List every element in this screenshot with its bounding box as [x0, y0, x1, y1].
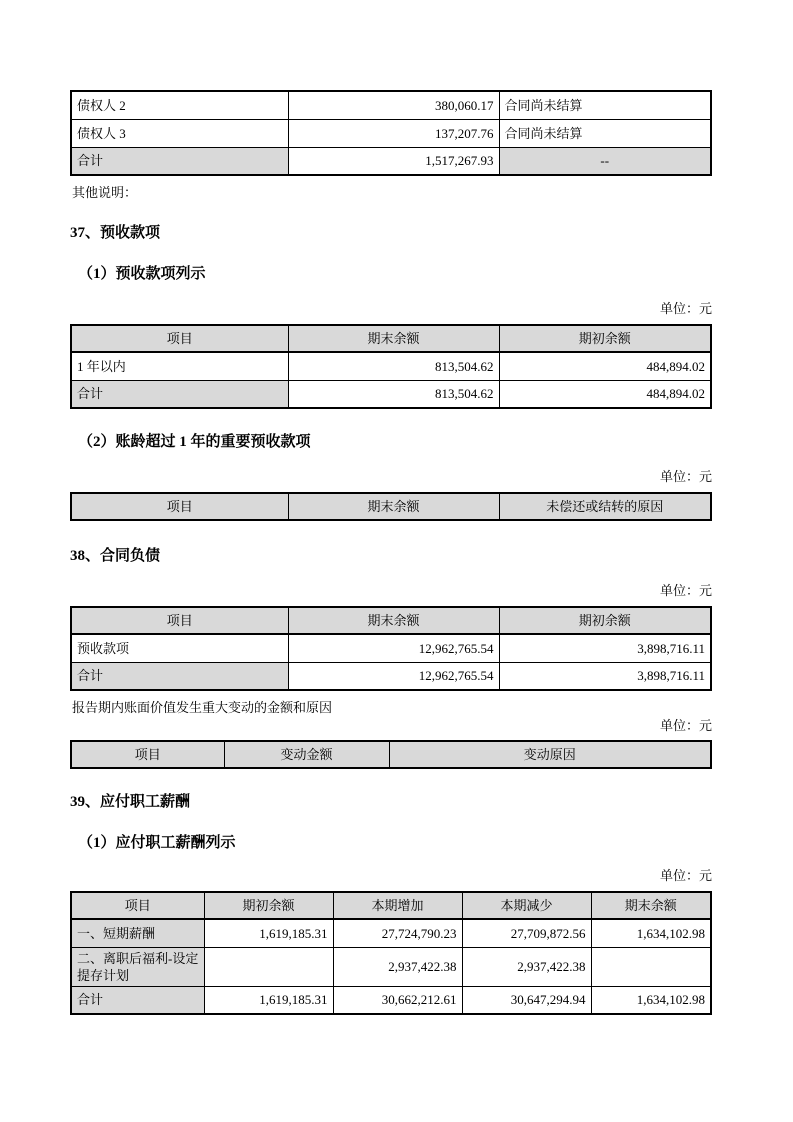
ending-balance: [591, 947, 711, 986]
total-increase: 30,662,212.61: [333, 986, 462, 1014]
unit-label: 单位：元: [659, 469, 712, 484]
col-header: 项目: [71, 607, 288, 634]
decrease-amount: 2,937,422.38: [462, 947, 591, 986]
section-38-title: 38、合同负债: [70, 548, 161, 564]
table-row: [71, 91, 711, 119]
payroll-table: [70, 891, 712, 1015]
col-header: 期初余额: [499, 607, 711, 634]
section-39-title: 39、应付职工薪酬: [70, 794, 191, 810]
total-label: 合计: [71, 986, 204, 1014]
total-amount: 1,517,267.93: [288, 147, 499, 175]
item-name: 1 年以内: [71, 352, 288, 380]
unit-label: 单位：元: [659, 301, 712, 316]
beginning-balance: 1,619,185.31: [204, 919, 333, 947]
col-header: 期初余额: [204, 892, 333, 919]
header-row: [71, 892, 711, 919]
total-beginning: 1,619,185.31: [204, 986, 333, 1014]
table-row: [71, 919, 711, 947]
header-row: [71, 741, 711, 768]
beginning-balance: 484,894.02: [499, 352, 711, 380]
creditor-reason: 合同尚未结算: [499, 119, 711, 147]
total-label: 合计: [71, 380, 288, 408]
total-reason: --: [499, 147, 711, 175]
creditor-name: 债权人 2: [71, 91, 288, 119]
table-row: [71, 352, 711, 380]
table-row: [71, 119, 711, 147]
total-ending: 1,634,102.98: [591, 986, 711, 1014]
increase-amount: 27,724,790.23: [333, 919, 462, 947]
unit-label: 单位：元: [659, 718, 712, 733]
change-reason-table: [70, 740, 712, 769]
section-37-title: 37、预收款项: [70, 225, 161, 241]
total-beginning: 3,898,716.11: [499, 662, 711, 690]
col-header: 期末余额: [288, 607, 499, 634]
total-row: [71, 147, 711, 175]
total-row: [71, 662, 711, 690]
total-label: 合计: [71, 662, 288, 690]
col-header: 期末余额: [288, 493, 499, 520]
col-header: 项目: [71, 892, 204, 919]
col-header: 项目: [71, 493, 288, 520]
creditor-amount: 380,060.17: [288, 91, 499, 119]
col-header: 本期减少: [462, 892, 591, 919]
col-header: 变动原因: [389, 741, 711, 768]
section-39-sub1-title: （1）应付职工薪酬列示: [78, 835, 236, 851]
section-37-sub1-title: （1）预收款项列示: [78, 266, 206, 282]
header-row: [71, 493, 711, 520]
ending-balance: 1,634,102.98: [591, 919, 711, 947]
col-header: 项目: [71, 741, 224, 768]
total-row: [71, 380, 711, 408]
other-notes-label: 其他说明：: [72, 185, 138, 200]
total-label: 合计: [71, 147, 288, 175]
creditor-amount: 137,207.76: [288, 119, 499, 147]
col-header: 项目: [71, 325, 288, 352]
total-row: [71, 986, 711, 1014]
total-beginning: 484,894.02: [499, 380, 711, 408]
item-name: 一、短期薪酬: [71, 919, 204, 947]
total-ending: 12,962,765.54: [288, 662, 499, 690]
ending-balance: 813,504.62: [288, 352, 499, 380]
item-name: 二、离职后福利-设定提存计划: [71, 947, 204, 986]
increase-amount: 2,937,422.38: [333, 947, 462, 986]
section-37-sub2-title: （2）账龄超过 1 年的重要预收款项: [78, 434, 311, 450]
col-header: 期末余额: [591, 892, 711, 919]
header-row: [71, 325, 711, 352]
contract-liabilities-table: [70, 606, 712, 691]
creditor-reason: 合同尚未结算: [499, 91, 711, 119]
table-row: [71, 947, 711, 986]
beginning-balance: [204, 947, 333, 986]
change-note: 报告期内账面价值发生重大变动的金额和原因: [72, 700, 333, 715]
col-header: 期末余额: [288, 325, 499, 352]
header-row: [71, 607, 711, 634]
unit-label: 单位：元: [659, 583, 712, 598]
col-header: 本期增加: [333, 892, 462, 919]
aging-over-1yr-table: [70, 492, 712, 521]
total-ending: 813,504.62: [288, 380, 499, 408]
ending-balance: 12,962,765.54: [288, 634, 499, 662]
unit-label: 单位：元: [659, 868, 712, 883]
col-header: 期初余额: [499, 325, 711, 352]
creditors-table: [70, 90, 712, 176]
advance-receipts-table: [70, 324, 712, 409]
table-row: [71, 634, 711, 662]
item-name: 预收款项: [71, 634, 288, 662]
creditor-name: 债权人 3: [71, 119, 288, 147]
beginning-balance: 3,898,716.11: [499, 634, 711, 662]
col-header: 变动金额: [224, 741, 389, 768]
total-decrease: 30,647,294.94: [462, 986, 591, 1014]
col-header: 未偿还或结转的原因: [499, 493, 711, 520]
decrease-amount: 27,709,872.56: [462, 919, 591, 947]
